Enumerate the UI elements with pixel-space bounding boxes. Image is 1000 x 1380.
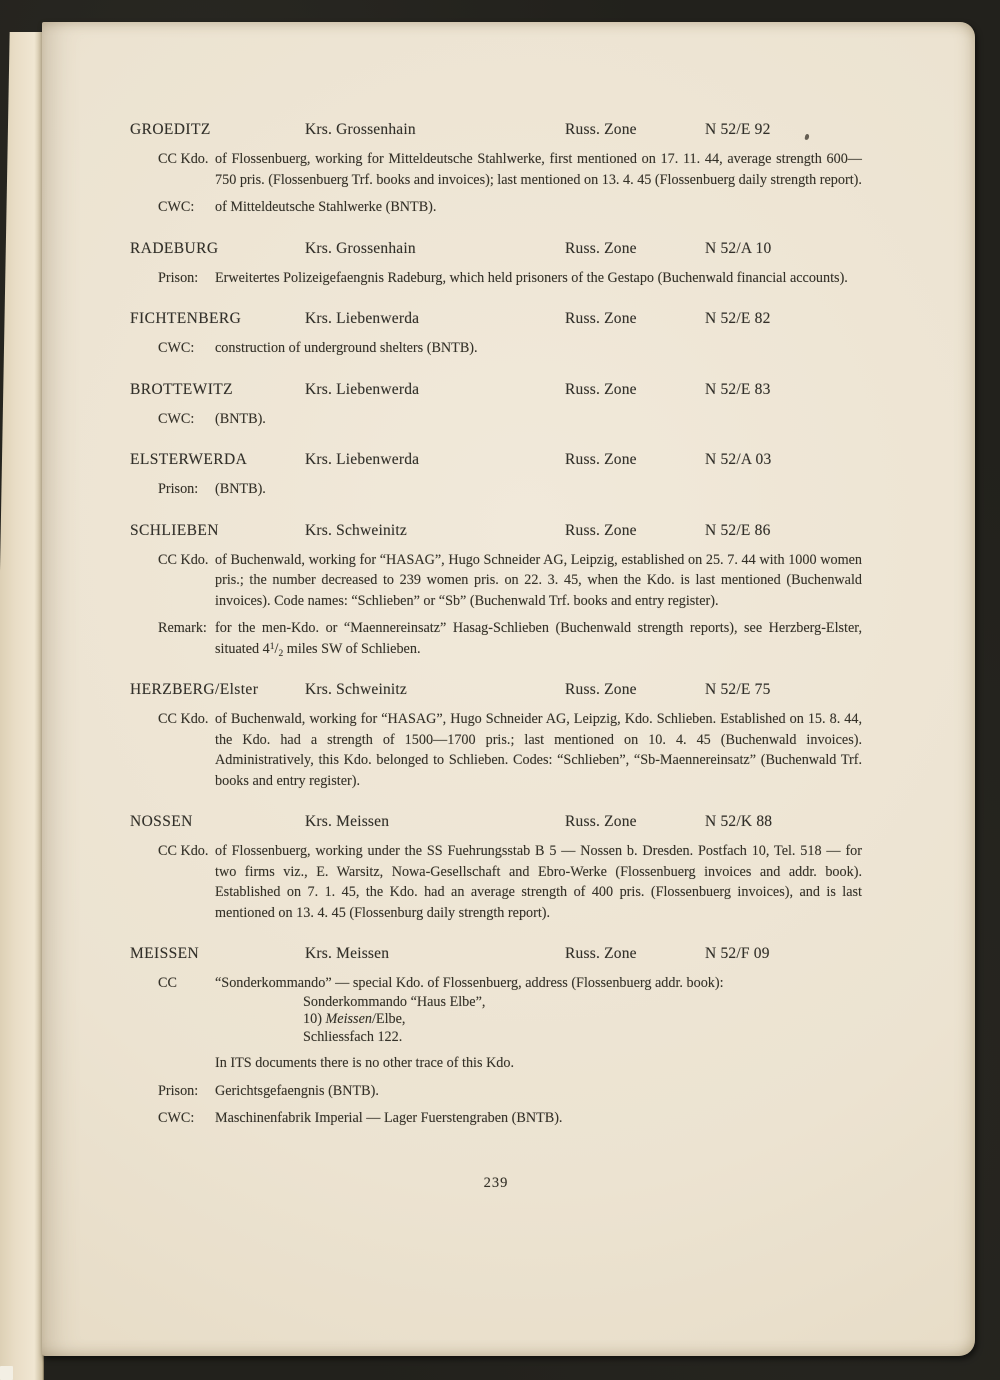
entry-code: N 52/A 03 (705, 451, 772, 468)
entry-groeditz (42, 121, 975, 218)
entry-code: N 52/E 83 (705, 380, 771, 398)
section-label: CC Kdo. (158, 551, 209, 568)
section-text: of Buchenwald, working for “HASAG”, Hugo Schneider AG, Leipzig, Kdo. Schlieben. Established on 15. 8. 44, the Kdo. had a strength of 1500—1700 pris.; last mentioned on 10. 4. 45 (Buchenwald invoices). Administratively, this Kdo. belonged to Schlieben. Codes: “Schlieben”, “Sb-Maennereinsatz” (Buchenwald Trf. books and entry register). (215, 711, 862, 789)
entry-header (42, 381, 975, 402)
text-run: 2 (278, 648, 284, 659)
entry-header (42, 522, 975, 543)
section-text: Gerichtsgefaengnis (BNTB). (215, 1082, 379, 1099)
entry-zone: Russ. Zone (565, 521, 637, 539)
text-run: Meissen (325, 1011, 372, 1027)
entry-section (158, 479, 862, 500)
entry-header (42, 451, 975, 472)
address-line (303, 1011, 862, 1029)
entry-header (42, 813, 975, 834)
entry-district: Krs. Liebenwerda (305, 451, 420, 468)
entry-section (158, 149, 862, 190)
entry-district: Krs. Meissen (305, 945, 390, 962)
entry-district: Krs. Liebenwerda (305, 310, 420, 327)
entry-section (158, 618, 862, 659)
entry-code: N 52/E 92 (705, 121, 771, 138)
entry-code: N 52/E 86 (705, 521, 771, 539)
section-text: (BNTB). (215, 481, 266, 497)
entry-section (158, 338, 862, 359)
section-text: (BNTB). (215, 410, 266, 427)
section-text: “Sonderkommando” — special Kdo. of Flossenbuerg, address (Flossenbuerg addr. book): (215, 975, 724, 991)
text-run: 10) (303, 1011, 326, 1027)
entry-fichtenberg (42, 310, 975, 359)
entry-header (42, 945, 975, 966)
section-label: CC (158, 975, 177, 991)
book-page (42, 22, 975, 1356)
section-text: construction of underground shelters (BNTB). (215, 340, 478, 356)
previous-page-edge (0, 32, 44, 1380)
entry-zone: Russ. Zone (565, 945, 637, 962)
entry-name: GROEDITZ (130, 121, 211, 138)
entry-district: Krs. Grossenhain (305, 239, 416, 257)
entry-section (158, 197, 862, 218)
entry-code: N 52/E 75 (705, 681, 771, 698)
text-run: / (274, 640, 279, 657)
entry-name: MEISSEN (130, 945, 200, 962)
section-text: Maschinenfabrik Imperial — Lager Fuerstengraben (BNTB). (215, 1110, 563, 1126)
section-text: of Buchenwald, working for “HASAG”, Hugo Schneider AG, Leipzig, established on 25. 7. 44 with 1000 women pris.; the number decreased to 239 women pris. on 22. 3. 45, when the Kdo. is last mentioned (Buchenwald invoices). Code names: “Schlieben” or “Sb” (Buchenwald Trf. books and entry register). (215, 551, 862, 609)
entry-section (158, 550, 862, 612)
entry-district: Krs. Grossenhain (305, 121, 416, 138)
section-label: CC Kdo. (158, 711, 209, 727)
section-label: Remark: (158, 620, 207, 636)
entry-code: N 52/K 88 (705, 813, 773, 830)
entry-zone: Russ. Zone (565, 451, 637, 468)
entry-nossen (42, 813, 975, 923)
entry-schlieben (42, 522, 975, 660)
entry-section (158, 709, 862, 791)
section-text: In ITS documents there is no other trace of this Kdo. (215, 1055, 515, 1071)
section-label: Prison: (158, 1082, 199, 1099)
entry-brottewitz (42, 381, 975, 430)
entry-herzberg-elster (42, 681, 975, 791)
scan-corner-chip (0, 1366, 13, 1380)
entry-name: BROTTEWITZ (130, 380, 234, 398)
entry-district: Krs. Liebenwerda (305, 380, 420, 398)
entry-code: N 52/E 82 (705, 310, 771, 327)
entry-district: Krs. Schweinitz (305, 521, 408, 539)
entry-name: ELSTERWERDA (130, 451, 248, 468)
section-label: CWC: (158, 340, 195, 356)
section-label: CWC: (158, 199, 195, 215)
entry-district: Krs. Meissen (305, 813, 390, 830)
page-content (42, 121, 975, 1192)
entry-section (158, 973, 862, 1046)
entry-zone: Russ. Zone (565, 813, 637, 830)
text-run: /Elbe, (371, 1011, 406, 1027)
address-line: Schliessfach 122. (303, 1028, 403, 1045)
entry-section (158, 268, 862, 289)
section-label: CWC: (158, 1110, 195, 1126)
section-label: CWC: (158, 410, 195, 427)
entry-section (158, 409, 862, 430)
entry-zone: Russ. Zone (565, 239, 637, 257)
entry-elsterwerda (42, 451, 975, 500)
section-text: Erweitertes Polizeigefaengnis Radeburg, which held prisoners of the Gestapo (Buchenwald financial accounts). (215, 269, 848, 286)
entry-meissen (42, 945, 975, 1129)
text-run: 1 (269, 641, 275, 652)
entry-name: HERZBERG/Elster (130, 681, 259, 698)
text-run: for the men-Kdo. or “Maennereinsatz” Hasag-Schlieben (Buchenwald strength reports), see Herzberg-Elster, situated 4 (215, 620, 862, 657)
entry-section (158, 841, 862, 923)
section-text: of Flossenbuerg, working for Mitteldeutsche Stahlwerke, first mentioned on 17. 11. 44, average strength 600—750 pris. (Flossenbuerg Trf. books and invoices); last mentioned on 13. 4. 45 (Flossenbuerg daily strength report). (215, 151, 862, 188)
page-number: 239 (483, 1174, 509, 1191)
entry-zone: Russ. Zone (565, 380, 637, 398)
entry-zone: Russ. Zone (565, 121, 637, 138)
entry-header (42, 681, 975, 702)
entry-code: N 52/A 10 (705, 239, 772, 257)
entry-district: Krs. Schweinitz (305, 681, 408, 698)
entry-name: RADEBURG (130, 239, 219, 257)
entry-zone: Russ. Zone (565, 310, 637, 327)
entry-section (158, 1081, 862, 1102)
entry-code: N 52/F 09 (705, 945, 770, 962)
entry-section (158, 1108, 862, 1129)
section-label: Prison: (158, 481, 199, 497)
entry-name: NOSSEN (130, 813, 193, 830)
entry-zone: Russ. Zone (565, 681, 637, 698)
entry-name: FICHTENBERG (130, 310, 242, 327)
entry-name: SCHLIEBEN (130, 521, 219, 539)
entry-header (42, 121, 975, 142)
section-text: of Mitteldeutsche Stahlwerke (BNTB). (215, 199, 437, 215)
text-run: miles SW of Schlieben. (283, 640, 421, 657)
section-text (215, 620, 862, 657)
section-label: CC Kdo. (158, 151, 209, 167)
entry-section (215, 1053, 862, 1074)
entries (42, 121, 975, 1129)
entry-radeburg (42, 240, 975, 289)
section-label: CC Kdo. (158, 843, 209, 859)
entry-header (42, 310, 975, 331)
section-text: of Flossenbuerg, working under the SS Fuehrungsstab B 5 — Nossen b. Dresden. Postfach 10, Tel. 518 — for two firms viz., E. Warsitz, Nowa-Gesellschaft and Ebro-Werke (Flossenbuerg invoices and addr. book). Established on 7. 1. 45, the Kdo. had an average strength of 400 pris. (Flossenbuerg invoices), and is last mentioned on 13. 4. 45 (Flossenburg daily strength report). (215, 843, 862, 921)
entry-header (42, 240, 975, 261)
section-label: Prison: (158, 269, 199, 286)
address-line: Sonderkommando “Haus Elbe”, (303, 993, 486, 1010)
